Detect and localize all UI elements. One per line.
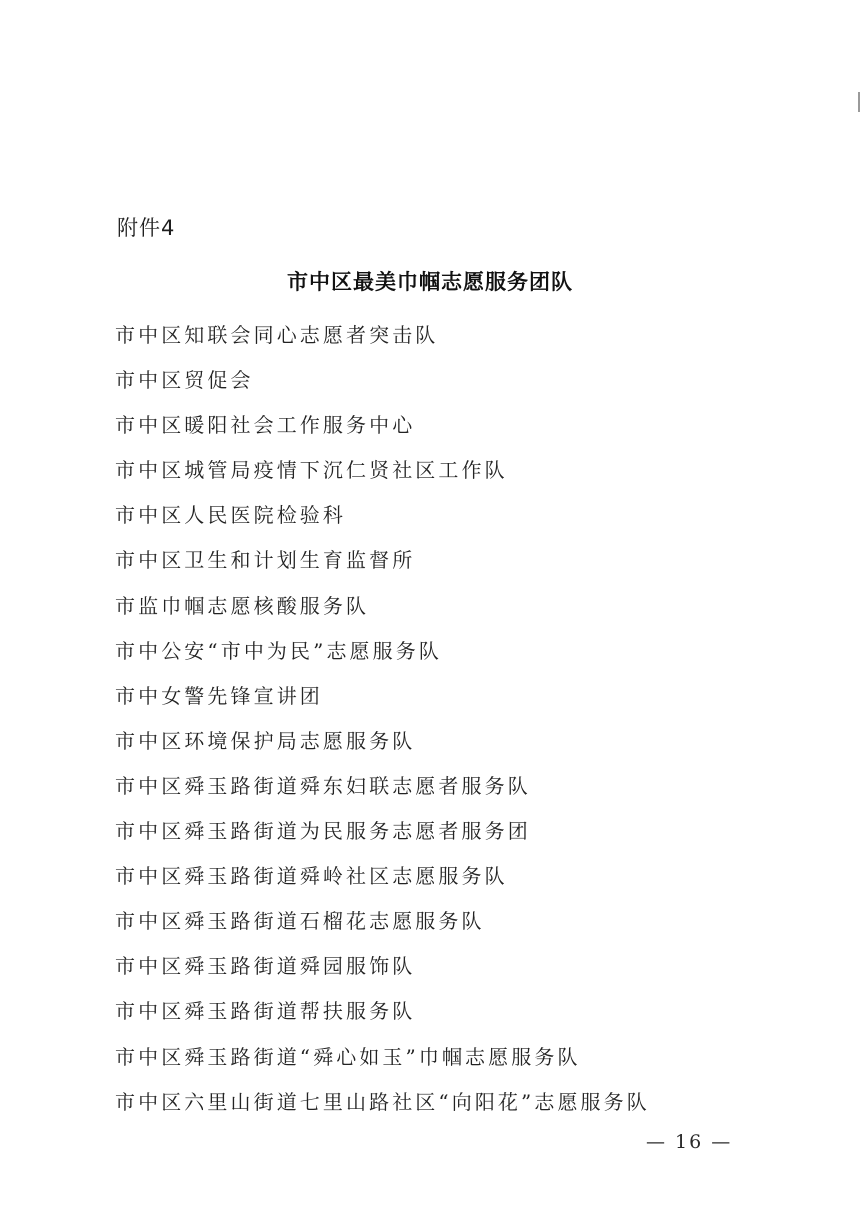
list-item: 市中区贸促会: [115, 368, 254, 393]
list-item: 市中女警先锋宣讲团: [115, 683, 323, 708]
list-item: 市中区人民医院检验科: [115, 503, 346, 528]
list-item: 市中区舜玉路街道舜园服饰队: [115, 954, 416, 979]
attachment-label: 附件4: [117, 216, 176, 240]
list-item: 市中区舜玉路街道为民服务志愿者服务团: [115, 819, 531, 844]
document-title: 市中区最美巾帼志愿服务团队: [287, 270, 573, 294]
list-item: 市中区六里山街道七里山路社区“向阳花”志愿服务队: [115, 1089, 650, 1114]
list-item: 市中区舜玉路街道舜东妇联志愿者服务队: [115, 773, 531, 798]
list-item: 市中区卫生和计划生育监督所: [115, 548, 416, 573]
list-item: 市监巾帼志愿核酸服务队: [115, 593, 370, 618]
list-item: 市中区环境保护局志愿服务队: [115, 728, 416, 753]
list-item: 市中区舜玉路街道石榴花志愿服务队: [115, 909, 485, 934]
list-item: 市中区知联会同心志愿者突击队: [115, 323, 439, 347]
organization-list: [115, 317, 650, 1129]
list-item: 市中区舜玉路街道“舜心如玉”巾帼志愿服务队: [115, 1044, 581, 1069]
list-item: 市中区舜玉路街道帮扶服务队: [115, 999, 416, 1024]
list-item: 市中区暖阳社会工作服务中心: [115, 413, 416, 438]
list-item: 市中区城管局疫情下沉仁贤社区工作队: [115, 458, 508, 483]
list-item: 市中公安“市中为民”志愿服务队: [115, 638, 442, 663]
list-item: 市中区舜玉路街道舜岭社区志愿服务队: [115, 864, 508, 889]
page-number: — 16 —: [646, 1131, 733, 1153]
